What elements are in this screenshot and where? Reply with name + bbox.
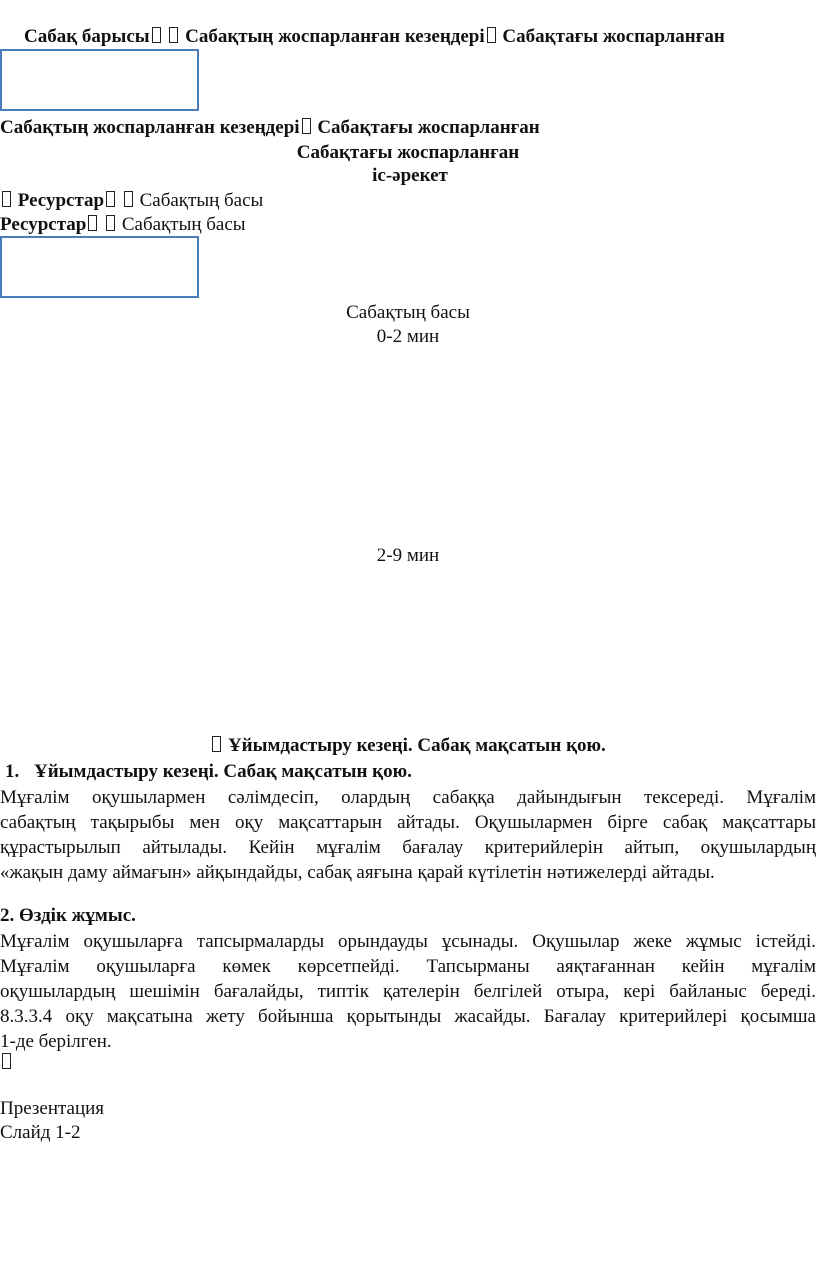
lesson-progress-label: Сабақ барысы xyxy=(24,26,150,47)
paragraph-line: Мұғалім оқушылармен сәлімдесіп, олардың сабаққа дайындығын тексереді. Мұғалім xyxy=(0,787,816,808)
text-frame xyxy=(0,49,199,111)
paragraph-line: Мұғалім оқушыларға тапсырмаларды орындауды ұсынады. Оқушылар жеке жұмыс істейді. xyxy=(0,931,816,952)
missing-glyph-icon xyxy=(212,736,221,752)
header-line-4: іс-әрекет xyxy=(372,165,448,186)
missing-glyph-line xyxy=(0,1052,13,1074)
section-1-number: 1. xyxy=(5,761,20,782)
section-2-title: 2. Өздік жұмыс. xyxy=(0,905,136,926)
resources-line-2 xyxy=(0,214,246,236)
paragraph-line: оқушылардың шешімін бағалайды, типтік қателерін белгілей отыра, кері байланыс береді. xyxy=(0,981,816,1002)
paragraph-line: сабақтың тақырыбы мен оқу мақсаттарын айтады. Оқушылармен бірге сабақ мақсаттары xyxy=(0,812,816,833)
missing-glyph-icon xyxy=(2,1053,11,1069)
paragraph-line: 1-де берілген. xyxy=(0,1031,112,1052)
paragraph-line: Мұғалім оқушыларға көмек көрсетпейді. Тапсырманы аяқтағаннан кейін мұғалім xyxy=(0,956,816,977)
missing-glyph-icon xyxy=(169,27,178,43)
stage-2-time: 2-9 мин xyxy=(376,545,440,566)
missing-glyph-icon xyxy=(124,191,133,207)
header-line-2 xyxy=(0,117,540,139)
section-1-centered-title xyxy=(0,735,816,757)
paragraph-line: құрастырылып айтылады. Кейін мұғалім бағалау критерийлерін айтып, оқушылардың xyxy=(0,837,816,858)
resources-label: Ресурстар xyxy=(0,214,87,235)
section-2-body xyxy=(0,929,816,1054)
section-1-heading: Ұйымдастыру кезеңі. Сабақ мақсатын қою. xyxy=(227,735,606,756)
text-frame xyxy=(0,236,199,298)
resources-line-1 xyxy=(0,190,263,212)
planned-activity-label: Сабақтағы жоспарланған xyxy=(317,117,540,138)
paragraph-line: 8.3.3.4 оқу мақсатына жету бойынша қорытынды жасайды. Бағалау критерийлері қосымша xyxy=(0,1006,816,1027)
missing-glyph-icon xyxy=(106,215,115,231)
missing-glyph-icon xyxy=(106,191,115,207)
section-1-title-text: Ұйымдастыру кезеңі. Сабақ мақсатын қою. xyxy=(34,761,412,782)
lesson-start-label: Сабақтың басы xyxy=(121,214,246,235)
resource-slides: Слайд 1-2 xyxy=(0,1122,81,1143)
planned-stages-label: Сабақтың жоспарланған кезеңдері xyxy=(0,117,300,138)
stage-1-time: 0-2 мин xyxy=(376,326,440,347)
header-line-3: Сабақтағы жоспарланған xyxy=(296,142,520,163)
missing-glyph-icon xyxy=(152,27,161,43)
missing-glyph-icon xyxy=(487,27,496,43)
lesson-start-label: Сабақтың басы xyxy=(139,190,264,211)
section-1-body xyxy=(0,785,816,885)
header-line-1 xyxy=(24,26,725,48)
missing-glyph-icon xyxy=(88,215,97,231)
planned-stages-label: Сабақтың жоспарланған кезеңдері xyxy=(185,26,485,47)
planned-activity-label: Сабақтағы жоспарланған xyxy=(502,26,725,47)
resources-label: Ресурстар xyxy=(17,190,105,211)
section-1-title xyxy=(5,761,412,783)
missing-glyph-icon xyxy=(2,191,11,207)
missing-glyph-icon xyxy=(302,118,311,134)
paragraph-line: «жақын даму аймағын» айқындайды, сабақ аяғына қарай күтілетін нәтижелерді айтады. xyxy=(0,862,715,883)
stage-1-title: Сабақтың басы xyxy=(346,302,470,323)
resource-presentation: Презентация xyxy=(0,1098,105,1119)
